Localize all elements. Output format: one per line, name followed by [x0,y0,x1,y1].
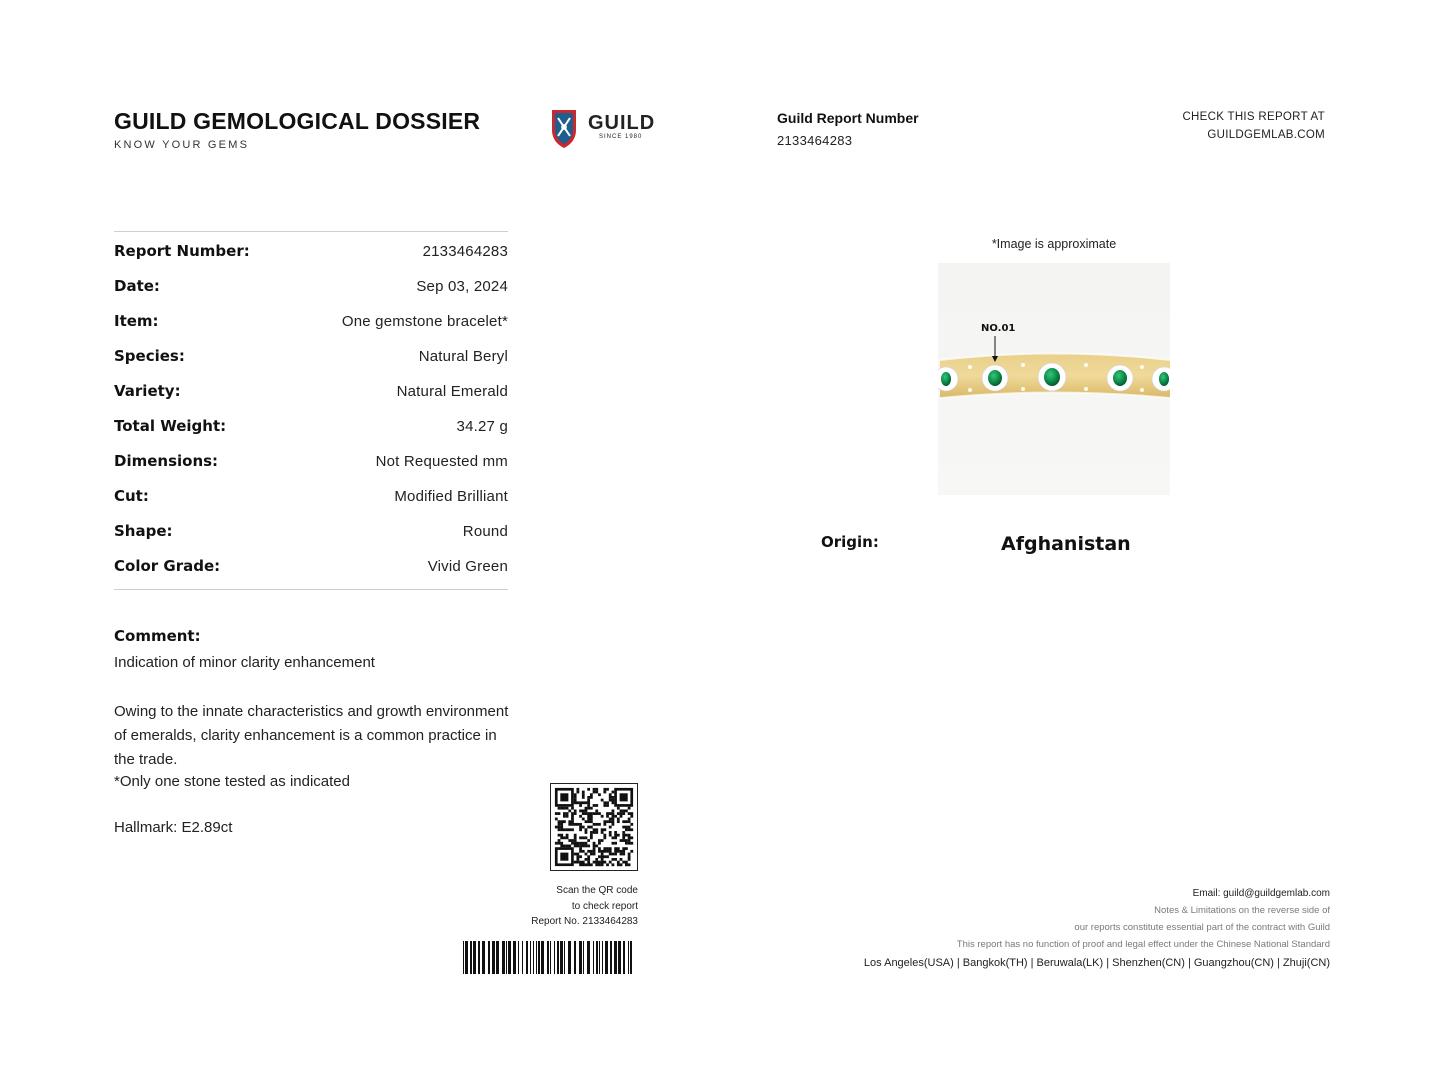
qr-report-number: Report No. 2133464283 [531,916,638,927]
check-report-link[interactable]: GUILDGEMLAB.COM [1207,129,1325,141]
guild-report-number-label: Guild Report Number [777,110,919,126]
detail-label: Variety: [114,382,181,400]
logo-since: SINCE 1980 [599,134,643,140]
comment-paragraph: Owing to the innate characteristics and growth environment of emeralds, clarity enhancement is a common practice in the trade. [114,703,509,769]
detail-value: Natural Emerald [396,383,508,400]
detail-value: One gemstone bracelet* [341,313,508,330]
qr-code-icon[interactable] [550,783,638,871]
detail-value: Round [462,523,508,540]
detail-row-item [114,312,508,336]
detail-value: 34.27 g [456,418,508,435]
detail-row-date [114,277,508,301]
table-top-divider [114,231,508,232]
comment-label: Comment: [114,627,201,645]
detail-row-cut [114,487,508,511]
notes-line: our reports constitute essential part of the contract with Guild [1074,922,1330,933]
image-note: *Image is approximate [991,237,1117,251]
guild-report-number: 2133464283 [777,133,853,148]
lab-locations: Los Angeles(USA) | Bangkok(TH) | Beruwala(LK) | Shenzhen(CN) | Guangzhou(CN) | Zhuji(CN) [863,957,1330,969]
detail-label: Date: [114,277,160,295]
detail-label: Shape: [114,522,173,540]
detail-label: Total Weight: [114,417,227,435]
detail-label: Color Grade: [114,557,221,575]
stone-label: NO.01 [981,323,1016,334]
detail-label: Item: [114,312,159,330]
detail-value: Sep 03, 2024 [416,278,508,295]
table-bottom-divider [114,589,508,590]
document-tagline: KNOW YOUR GEMS [114,139,250,151]
qr-caption-line: Scan the QR code [556,885,638,896]
detail-label: Species: [114,347,185,365]
comment-footnote: *Only one stone tested as indicated [114,773,350,790]
check-report-text: CHECK THIS REPORT AT [1182,111,1325,123]
notes-line: This report has no function of proof and legal effect under the Chinese National Standard [956,939,1330,950]
detail-row-species [114,347,508,371]
detail-value: Not Requested mm [375,453,508,470]
detail-row-dimensions [114,452,508,476]
origin-label: Origin: [821,533,879,551]
hallmark: Hallmark: E2.89ct [114,819,233,836]
emerald-bracelet-photo [938,263,1170,495]
detail-row-report-number [114,242,508,266]
origin-value: Afghanistan [1001,533,1131,555]
notes-line: Notes & Limitations on the reverse side of [1154,905,1330,916]
detail-value: 2133464283 [422,243,508,260]
detail-row-color-grade [114,557,508,581]
contact-email[interactable]: Email: guild@guildgemlab.com [1192,888,1330,899]
qr-caption-line: to check report [571,901,638,912]
detail-label: Cut: [114,487,149,505]
detail-value: Vivid Green [427,558,508,575]
detail-label: Report Number: [114,242,250,260]
detail-row-shape [114,522,508,546]
detail-value: Natural Beryl [418,348,508,365]
detail-row-total-weight [114,417,508,441]
logo-name: GUILD [588,112,656,134]
barcode-icon [463,941,638,974]
detail-row-variety [114,382,508,406]
comment-text: Indication of minor clarity enhancement [114,654,375,671]
detail-value: Modified Brilliant [394,488,508,505]
detail-label: Dimensions: [114,452,219,470]
document-title: GUILD GEMOLOGICAL DOSSIER [114,108,481,134]
